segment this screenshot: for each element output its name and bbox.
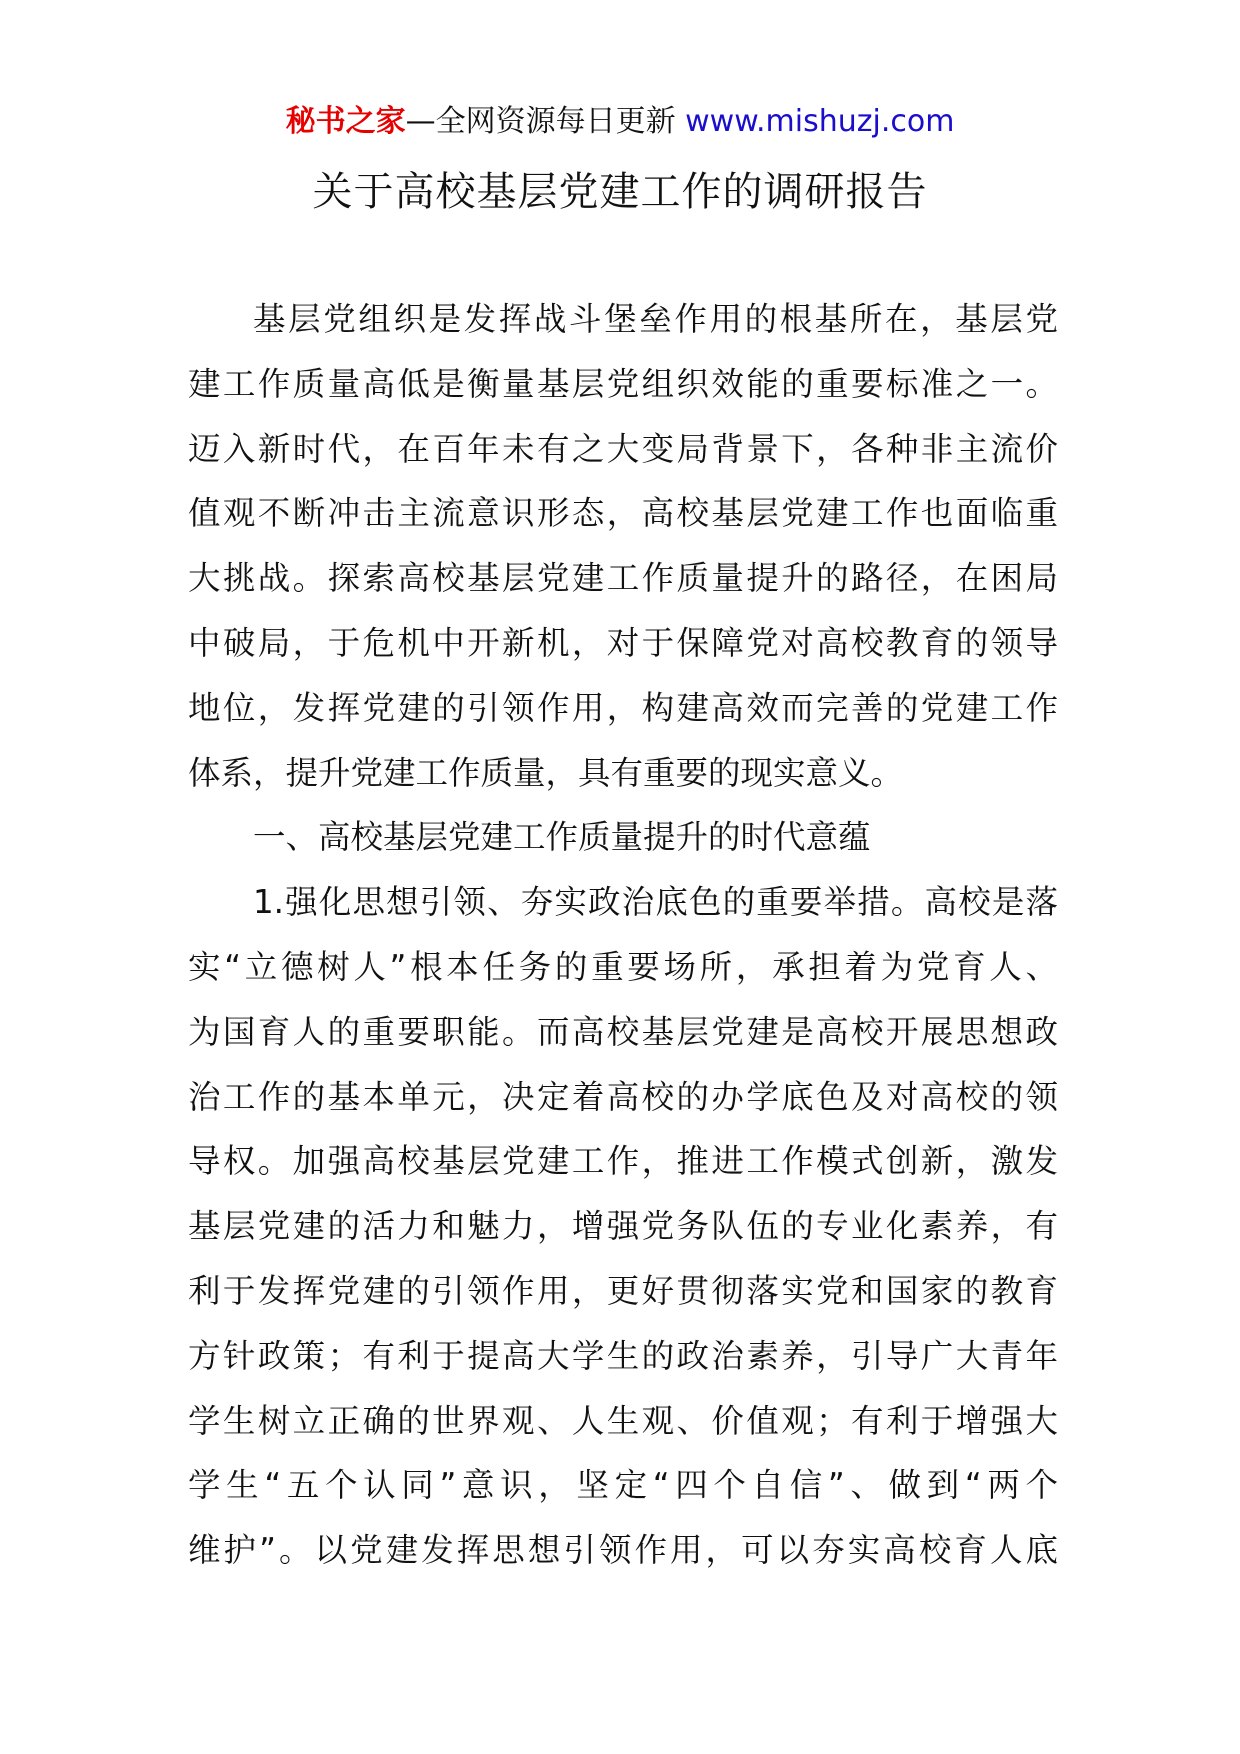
site-slogan: —全网资源每日更新 bbox=[405, 104, 686, 139]
paragraph-line: 为国育人的重要职能。而高校基层党建是高校开展思想政 bbox=[188, 1012, 1058, 1051]
site-brand: 秘书之家 bbox=[285, 104, 406, 139]
paragraph-line: 基层党组织是发挥战斗堡垒作用的根基所在，基层党 bbox=[253, 300, 1058, 338]
document-body bbox=[188, 287, 1058, 1583]
site-url-link[interactable]: www.mishuzj.com bbox=[685, 104, 955, 139]
paragraph-line: 大挑战。探索高校基层党建工作质量提升的路径，在困局 bbox=[188, 559, 1058, 598]
site-header bbox=[0, 100, 1240, 144]
paragraph-intro bbox=[188, 287, 1058, 805]
paragraph-line: 建工作质量高低是衡量基层党组织效能的重要标准之一。 bbox=[188, 364, 1058, 403]
document-title: 关于高校基层党建工作的调研报告 bbox=[312, 169, 928, 215]
paragraph-line: 基层党建的活力和魅力，增强党务队伍的专业化素养，有 bbox=[188, 1207, 1058, 1246]
section-heading-text: 一、高校基层党建工作质量提升的时代意蕴 bbox=[253, 818, 871, 857]
paragraph-line: 治工作的基本单元，决定着高校的办学底色及对高校的领 bbox=[188, 1077, 1058, 1116]
paragraph-line: 导权。加强高校基层党建工作，推进工作模式创新，激发 bbox=[188, 1142, 1058, 1181]
paragraph-section-1-1 bbox=[188, 870, 1058, 1583]
section-heading bbox=[188, 805, 1058, 870]
paragraph-line: 值观不断冲击主流意识形态，高校基层党建工作也面临重 bbox=[188, 494, 1058, 533]
paragraph-line: 方针政策；有利于提高大学生的政治素养，引导广大青年 bbox=[188, 1336, 1058, 1375]
paragraph-line: 地位，发挥党建的引领作用，构建高效而完善的党建工作 bbox=[188, 688, 1058, 727]
paragraph-line: 1.强化思想引领、夯实政治底色的重要举措。高校是落 bbox=[253, 883, 1058, 922]
paragraph-line: 利于发挥党建的引领作用，更好贯彻落实党和国家的教育 bbox=[188, 1271, 1058, 1310]
paragraph-line: 体系，提升党建工作质量，具有重要的现实意义。 bbox=[188, 753, 904, 792]
paragraph-line: 学生“五个认同”意识，坚定“四个自信”、做到“两个 bbox=[188, 1466, 1058, 1505]
paragraph-line: 学生树立正确的世界观、人生观、价值观；有利于增强大 bbox=[188, 1401, 1058, 1440]
paragraph-line: 迈入新时代，在百年未有之大变局背景下，各种非主流价 bbox=[188, 429, 1058, 468]
paragraph-line: 维护”。以党建发挥思想引领作用，可以夯实高校育人底 bbox=[188, 1531, 1058, 1570]
paragraph-line: 中破局，于危机中开新机，对于保障党对高校教育的领导 bbox=[188, 623, 1058, 662]
paragraph-line: 实“立德树人”根本任务的重要场所，承担着为党育人、 bbox=[188, 947, 1058, 986]
